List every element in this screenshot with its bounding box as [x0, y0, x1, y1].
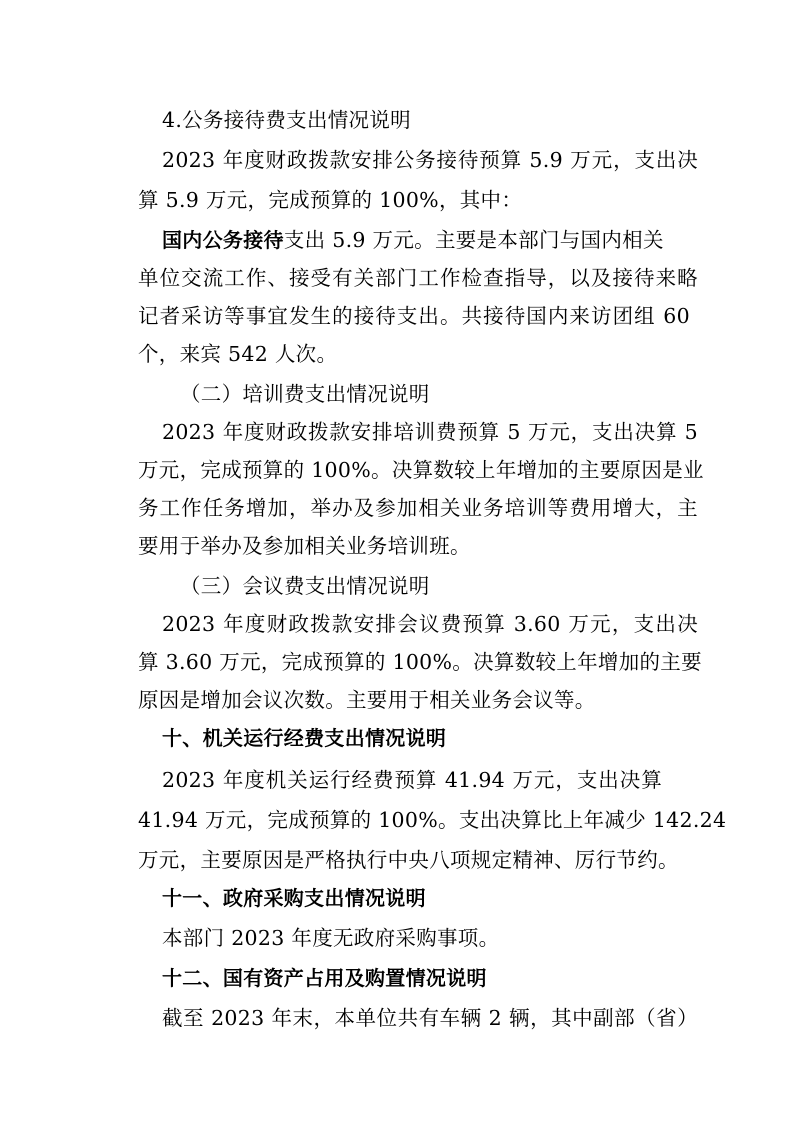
paragraph-line: 单位交流工作、接受有关部门工作检查指导，以及接待来略 — [138, 266, 698, 290]
paragraph-line: 截至 2023 年末，本单位共有车辆 2 辆，其中副部（省） — [162, 1006, 698, 1030]
paragraph-line-domestic-reception — [162, 226, 722, 254]
paragraph-line: 2023 年度财政拨款安排会议费预算 3.60 万元，支出决 — [162, 612, 698, 636]
section-title-reception-expense: 4.公务接待费支出情况说明 — [162, 108, 411, 132]
paragraph-line: 算 3.60 万元，完成预算的 100%。决算数较上年增加的主要 — [138, 650, 702, 674]
paragraph-line: 个，来宾 542 人次。 — [138, 342, 338, 366]
paragraph-line: 算 5.9 万元，完成预算的 100%，其中： — [138, 188, 523, 212]
section-title-training-expense: （二）培训费支出情况说明 — [180, 382, 430, 406]
paragraph-line: 要用于举办及参加相关业务培训班。 — [138, 534, 471, 558]
section-title-meeting-expense: （三）会议费支出情况说明 — [180, 574, 430, 598]
paragraph-line: 务工作任务增加，举办及参加相关业务培训等费用增大，主 — [138, 496, 698, 520]
paragraph-line: 万元，完成预算的 100%。决算数较上年增加的主要原因是业 — [138, 458, 704, 482]
paragraph-line: 万元，主要原因是严格执行中央八项规定精神、厉行节约。 — [138, 848, 679, 872]
heading-operating-expenses: 十、机关运行经费支出情况说明 — [162, 726, 447, 750]
paragraph-line: 2023 年度财政拨款安排公务接待预算 5.9 万元，支出决 — [162, 148, 698, 172]
paragraph-line: 记者采访等事宜发生的接待支出。共接待国内来访团组 60 — [138, 304, 690, 328]
paragraph-line: 2023 年度机关运行经费预算 41.94 万元，支出决算 — [162, 768, 662, 792]
paragraph-line: 本部门 2023 年度无政府采购事项。 — [162, 926, 500, 950]
bold-term-domestic-reception: 国内公务接待 — [162, 228, 284, 252]
paragraph-line: 原因是增加会议次数。主要用于相关业务会议等。 — [138, 688, 596, 712]
paragraph-line: 2023 年度财政拨款安排培训费预算 5 万元，支出决算 5 — [162, 420, 698, 444]
paragraph-line: 41.94 万元，完成预算的 100%。支出决算比上年减少 142.24 — [138, 808, 727, 832]
paragraph-text: 支出 5.9 万元。主要是本部门与国内相关 — [283, 228, 664, 252]
heading-government-procurement: 十一、政府采购支出情况说明 — [162, 886, 426, 910]
heading-state-assets: 十二、国有资产占用及购置情况说明 — [162, 966, 487, 990]
